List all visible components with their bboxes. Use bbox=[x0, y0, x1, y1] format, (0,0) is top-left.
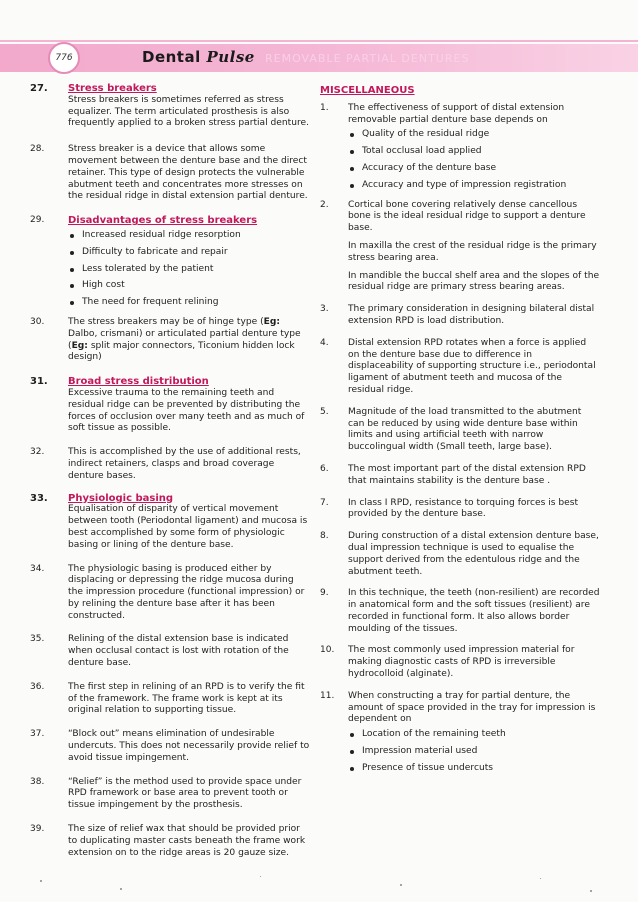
item-31: 31. Broad stress distribution Excessive trauma to the remaining teeth and residual ridge can be prevented by distributing the forces of occlusion over many teeth and as much of soft tissue as possible. bbox=[30, 376, 310, 435]
list-item: High cost bbox=[68, 280, 310, 292]
item-28: 28. Stress breaker is a device that allows some movement between the denture base and the direct retainer. This type of design protects the vulnerable abutment teeth and concentrates more stresses on the residual ridge in distal extension partial denture. bbox=[30, 144, 308, 202]
brand-title: Dental Pulse bbox=[142, 48, 255, 66]
left-column bbox=[30, 83, 310, 859]
list-item: Location of the remaining teeth bbox=[348, 729, 600, 741]
heading-broad-stress: Broad stress distribution bbox=[68, 376, 209, 388]
scan-speck bbox=[40, 880, 42, 882]
scan-speck bbox=[540, 878, 541, 879]
list-item: Presence of tissue undercuts bbox=[348, 763, 600, 775]
list-item: Accuracy of the denture base bbox=[348, 163, 600, 175]
item-29: 29. Disadvantages of stress breakers Increased residual ridge resorption Difficulty to fabricate and repair Less tolerated by the patient High cost The need for frequent relining bbox=[30, 215, 310, 309]
item-39: 39. The size of relief wax that should be provided prior to duplicating master casts beneath the frame work extension on to the ridge areas is 20 gauze size. bbox=[30, 824, 306, 858]
scan-speck bbox=[120, 888, 122, 890]
item-38: 38. “Relief” is the method used to provide space under RPD framework or base area to prevent tooth or tissue impingement by the prosthesis. bbox=[30, 776, 302, 811]
list-item: Impression material used bbox=[348, 746, 600, 758]
scan-speck bbox=[260, 876, 261, 877]
misc-item-8: 8. During construction of a distal extension denture base, dual impression technique is used to equalise the support derived from the edentulous ridge and the abutment teeth. bbox=[320, 531, 599, 577]
item-27: 27. Stress breakers Stress breakers is sometimes referred as stress equalizer. The term articulated prosthesis is also frequently applied to a broken stress partial denture. bbox=[30, 83, 310, 129]
misc-item-1: 1. The effectiveness of support of distal extension removable partial denture base depends on Quality of the residual ridge Total occlusal load applied Accuracy of the denture base Accuracy and type of impression registration bbox=[320, 103, 600, 192]
tray-space-factors-list bbox=[348, 729, 600, 774]
misc-item-2: 2. Cortical bone covering relatively dense cancellous bone is the ideal residual ridge to support a denture base. In maxilla the crest of the residual ridge is the primary stress bearing area. In mandible the buccal shelf area and the slopes of the residual ridge are primary stress bearing areas. bbox=[320, 199, 600, 293]
misc-item-4: 4. Distal extension RPD rotates when a force is applied on the denture base due to difference in displaceability of supporting structure i.e., periodontal ligament of abutment teeth and mucosa of the residual ridge. bbox=[320, 337, 596, 395]
page-number-badge: 776 bbox=[48, 42, 80, 74]
disadvantages-list bbox=[68, 230, 310, 309]
scan-speck bbox=[590, 890, 592, 892]
misc-item-3: 3. The primary consideration in designing bilateral distal extension RPD is load distribution. bbox=[320, 304, 595, 326]
misc-item-5: 5. Magnitude of the load transmitted to the abutment can be reduced by using wide denture base within limits and using artificial teeth with narrow buccolingual width (Small teeth, large base). bbox=[320, 406, 582, 453]
list-item: Difficulty to fabricate and repair bbox=[68, 247, 310, 259]
misc-item-7: 7. In class I RPD, resistance to torquing forces is best provided by the denture base. bbox=[320, 497, 579, 520]
list-item: Less tolerated by the patient bbox=[68, 264, 310, 276]
misc-item-9: 9. In this technique, the teeth (non-resilient) are recorded in anatomical form and the soft tissues (resilient) are recorded in functional form. It also allows border moulding of the tissues. bbox=[320, 588, 600, 634]
misc-item-11: 11. When constructing a tray for partial denture, the amount of space provided in the tray for impression is dependent on Location of the remaining teeth Impression material used Presence of tissue undercuts bbox=[320, 691, 600, 775]
list-item: The need for frequent relining bbox=[68, 297, 310, 309]
heading-physiologic-basing: Physiologic basing bbox=[68, 492, 174, 504]
misc-item-6: 6. The most important part of the distal extension RPD that maintains stability is the denture base . bbox=[320, 463, 586, 486]
miscellaneous-heading: MISCELLANEOUS bbox=[320, 85, 415, 96]
list-item: Total occlusal load applied bbox=[348, 146, 600, 158]
header-watermark: REMOVABLE PARTIAL DENTURES bbox=[265, 52, 470, 65]
list-item: Increased residual ridge resorption bbox=[68, 230, 310, 242]
misc-item-10: 10. The most commonly used impression material for making diagnostic casts of RPD is irreversible hydrocolloid (alginate). bbox=[320, 645, 575, 680]
item-35: 35. Relining of the distal extension base is indicated when occlusal contact is lost with rotation of the denture base. bbox=[30, 634, 289, 669]
item-37: 37. “Block out” means elimination of undesirable undercuts. This does not necessarily provide relief to avoid tissue impingement. bbox=[30, 729, 310, 763]
item-33: 33. Physiologic basing Equalisation of disparity of vertical movement between tooth (Periodontal ligament) and mucosa is best accomplished by some form of physiologic basing or lining of the denture base. bbox=[30, 493, 310, 552]
list-item: Quality of the residual ridge bbox=[348, 129, 600, 141]
item-34: 34. The physiologic basing is produced either by displacing or depressing the ridge mucosa during the impression procedure (functional impression) or by relining the denture base after it has been constructed. bbox=[30, 563, 305, 621]
heading-stress-breakers: Stress breakers bbox=[68, 83, 157, 94]
support-factors-list bbox=[348, 129, 600, 191]
item-30: 30. The stress breakers may be of hinge type (Eg: Dalbo, crismani) or articulated partial denture type (Eg: split major connectors, Ticonium hidden lock design) bbox=[30, 316, 301, 363]
scan-speck bbox=[400, 884, 402, 886]
right-column bbox=[320, 83, 600, 780]
item-32: 32. This is accomplished by the use of additional rests, indirect retainers, clasps and broad coverage denture bases. bbox=[30, 447, 301, 481]
item-36: 36. The first step in relining of an RPD is to verify the fit of the framework. The frame work is kept at its original relation to supporting tissue. bbox=[30, 681, 305, 716]
heading-disadvantages: Disadvantages of stress breakers bbox=[68, 215, 258, 227]
list-item: Accuracy and type of impression registration bbox=[348, 180, 600, 192]
